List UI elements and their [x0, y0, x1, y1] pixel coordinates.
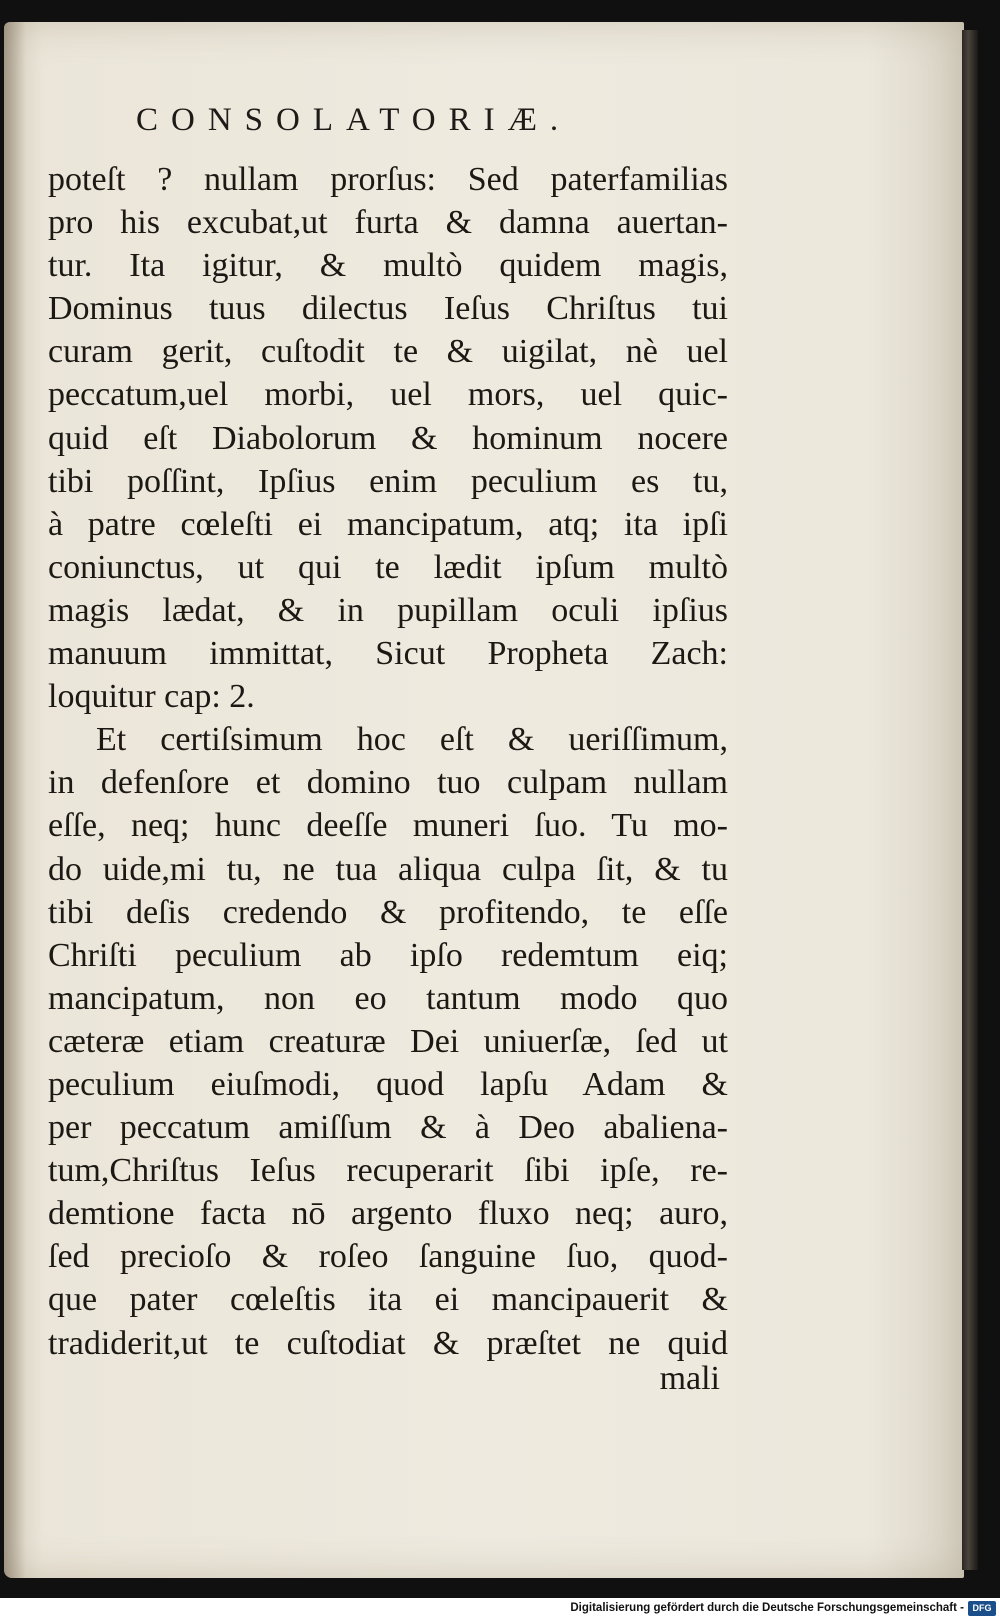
text-line: tum,Chriſtus Ieſus recuperarit ſibi ipſe, re- — [48, 1152, 728, 1190]
text-line: magis lædat, & in pupillam oculi ipſius — [48, 591, 728, 629]
running-head: CONSOLATORIÆ. — [136, 102, 572, 138]
digitization-credit: Digitalisierung gefördert durch die Deutsche Forschungsgemeinschaft - — [570, 1602, 964, 1614]
text-line: peccatum,uel morbi, uel mors, uel quic- — [48, 376, 728, 414]
text-line: in defenſore et domino tuo culpam nullam — [48, 764, 728, 802]
text-line: tradiderit,ut te cuſtodiat & præſtet ne quid — [48, 1324, 728, 1362]
text-line: cæteræ etiam creaturæ Dei uniuerſæ, ſed ut — [48, 1022, 728, 1060]
text-line: do uide,mi tu, ne tua aliqua culpa ſit, & tu — [48, 850, 728, 888]
catchword: mali — [659, 1360, 720, 1397]
text-line: Dominus tuus dilectus Ieſus Chriſtus tui — [48, 290, 728, 328]
text-line: manuum immittat, Sicut Propheta Zach: — [48, 635, 728, 673]
text-line: Chriſti peculium ab ipſo redemtum eiq; — [48, 936, 728, 974]
text-line: que pater cœleſtis ita ei mancipauerit & — [48, 1281, 728, 1319]
text-line: ſed precioſo & roſeo ſanguine ſuo, quod- — [48, 1238, 728, 1276]
text-line: pro his excubat,ut furta & damna auertan- — [48, 204, 728, 242]
text-line: à patre cœleſti ei mancipatum, atq; ita ipſi — [48, 505, 728, 543]
text-line: quid eſt Diabolorum & hominum nocere — [48, 419, 728, 457]
paragraph-start-line: Et certiſsimum hoc eſt & ueriſſimum, — [96, 721, 728, 759]
dfg-logo: DFG — [968, 1601, 996, 1616]
book-edge — [962, 30, 978, 1570]
text-line: demtione facta nō argento fluxo neq; auro, — [48, 1195, 728, 1233]
page-gutter-shadow — [4, 22, 26, 1578]
text-line: eſſe, neq; hunc deeſſe muneri ſuo. Tu mo- — [48, 807, 728, 845]
text-line: coniunctus, ut qui te lædit ipſum multò — [48, 548, 728, 586]
text-line: curam gerit, cuſtodit te & uigilat, nè uel — [48, 333, 728, 371]
paragraph-end-line: loquitur cap: 2. — [48, 678, 255, 716]
text-line: peculium eiuſmodi, quod lapſu Adam & — [48, 1065, 728, 1103]
text-line: tibi poſſint, Ipſius enim peculium es tu, — [48, 462, 728, 500]
text-line: poteſt ? nullam prorſus: Sed paterfamilias — [48, 161, 728, 198]
text-line: tur. Ita igitur, & multò quidem magis, — [48, 247, 728, 285]
body-text — [48, 158, 728, 1365]
text-line: mancipatum, non eo tantum modo quo — [48, 979, 728, 1017]
text-line: per peccatum amiſſum & à Deo abaliena- — [48, 1109, 728, 1147]
text-line: tibi deſis credendo & profitendo, te eſſe — [48, 893, 728, 931]
